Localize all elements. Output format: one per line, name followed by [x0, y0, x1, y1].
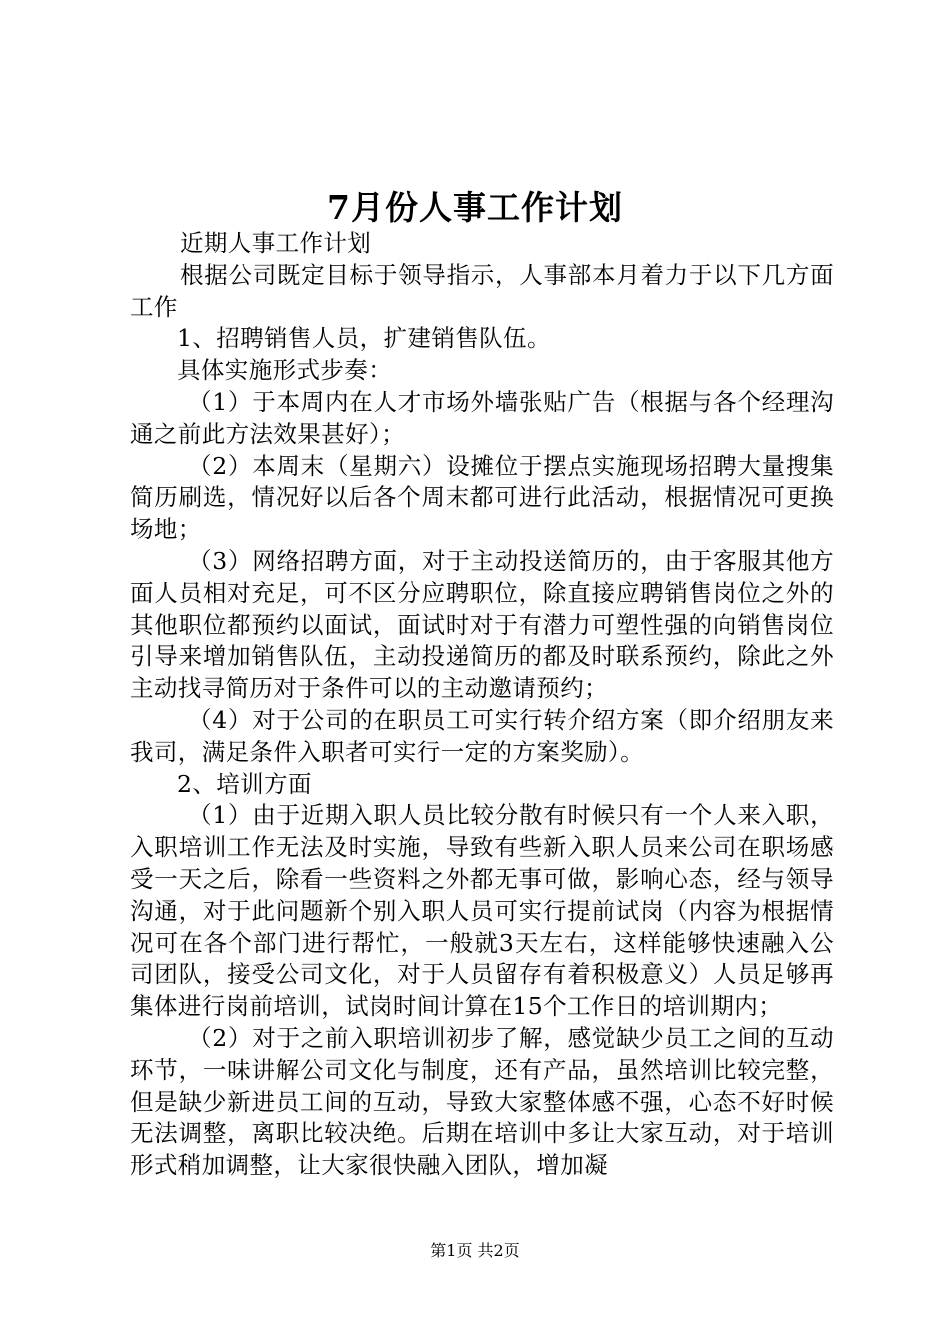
document-title: 7月份人事工作计划 [327, 188, 623, 227]
paragraph-steps-heading: 具体实施形式步奏： [177, 356, 393, 385]
paragraph-subtitle: 近期人事工作计划 [180, 229, 372, 257]
paragraph-training-1: （1）由于近期入职人员比较分散有时候只有一个人来入职，入职培训工作无法及时实施，导致有些新入职人员来公司在职场感受一天之后，除看一些资料之外都无事可做，影响心态，经与领导沟通，对于此问题新个别入职人员可实行提前试岗（内容为根据情况可在各个部门进行帮忙，一般就3天左右，这样能够快速融入公司团队，接受公司文化，对于人员留存有着积极意义）人员足够再集体进行岗前培训，试岗时间计算在15个工作日的培训期内； [130, 801, 834, 1021]
paragraph-section-training: 2、培训方面 [177, 769, 312, 798]
paragraph-step-3: （3）网络招聘方面，对于主动投送简历的，由于客服其他方面人员相对充足，可不区分应聘职位，除直接应聘销售岗位之外的其他职位都预约以面试，面试时对于有潜力可塑性强的向销售岗位引导来增加销售队伍，主动投递简历的都及时联系预约，除此之外主动找寻简历对于条件可以的主动邀请预约； [130, 546, 834, 703]
paragraph-intro: 根据公司既定目标于领导指示，人事部本月着力于以下几方面工作 [130, 260, 834, 321]
document-body [130, 228, 834, 1182]
paragraph-section-recruit: 1、招聘销售人员，扩建销售队伍。 [177, 324, 551, 353]
paragraph-step-4: （4）对于公司的在职员工可实行转介绍方案（即介绍朋友来我司，满足条件入职者可实行一定的方案奖励）。 [130, 705, 834, 766]
paragraph-step-2: （2）本周末（星期六）设摊位于摆点实施现场招聘大量搜集简历刷选，情况好以后各个周末都可进行此活动，根据情况可更换场地； [130, 451, 834, 544]
paragraph-step-1: （1）于本周内在人才市场外墙张贴广告（根据与各个经理沟通之前此方法效果甚好）； [130, 387, 834, 448]
paragraph-training-2: （2）对于之前入职培训初步了解，感觉缺少员工之间的互动环节，一味讲解公司文化与制度，还有产品，虽然培训比较完整，但是缺少新进员工间的互动，导致大家整体感不强，心态不好时候无法调整，离职比较决绝。后期在培训中多让大家互动，对于培训形式稍加调整，让大家很快融入团队，增加凝 [130, 1023, 834, 1180]
page-footer: 第1页 共2页 [430, 1241, 520, 1260]
